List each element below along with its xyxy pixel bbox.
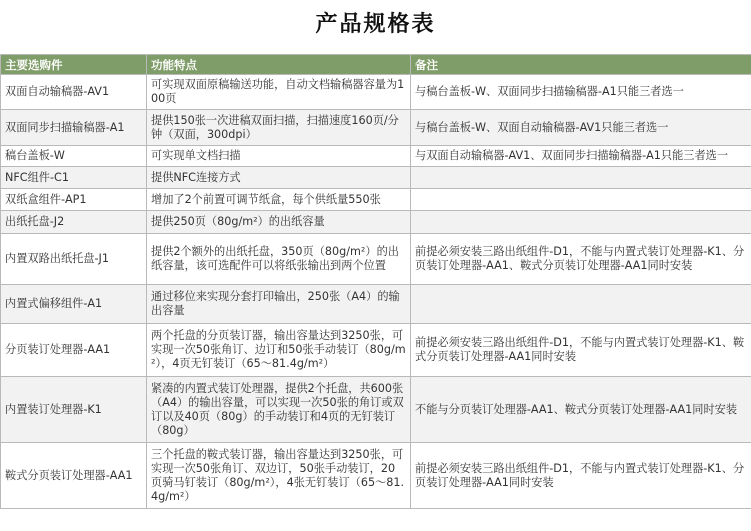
spec-table [0,54,751,509]
column-header-note: 备注 [411,55,751,75]
option-name-cell: 鞍式分页装订处理器-AA1 [1,443,147,509]
column-header-option: 主要选购件 [1,55,147,75]
table-row [1,377,751,443]
option-name-cell: 稿台盖板-W [1,146,147,167]
note-cell [411,189,751,211]
table-header-row [1,55,751,75]
feature-cell: 提供150张一次进稿双面扫描，扫描速度160页/分钟（双面，300dpi） [147,110,411,146]
note-cell [411,167,751,189]
table-row [1,443,751,509]
table-row [1,285,751,324]
note-cell: 前提必须安装三路出纸组件-D1，不能与内置式装订处理器-K1、分页装订处理器-AA1、鞍式分页装订处理器-AA1同时安装 [411,234,751,285]
option-name-cell: NFC组件-C1 [1,167,147,189]
table-row [1,146,751,167]
feature-cell: 通过移位来实现分套打印输出，250张（A4）的输出容量 [147,285,411,324]
column-header-feature: 功能特点 [147,55,411,75]
table-row [1,167,751,189]
note-cell [411,285,751,324]
note-cell: 与稿台盖板-W、双面自动输稿器-AV1只能三者选一 [411,110,751,146]
table-row [1,189,751,211]
note-cell: 前提必须安装三路出纸组件-D1，不能与内置式装订处理器-K1、鞍式分页装订处理器-AA1同时安装 [411,324,751,377]
note-cell [411,211,751,234]
option-name-cell: 出纸托盘-J2 [1,211,147,234]
feature-cell: 紧凑的内置式装订处理器，提供2个托盘，共600张（A4）的输出容量，可以实现一次50张的角订或双订以及40页（80g）的手动装订和4页的无钉装订（80g） [147,377,411,443]
option-name-cell: 内置式偏移组件-A1 [1,285,147,324]
note-cell: 不能与分页装订处理器-AA1、鞍式分页装订处理器-AA1同时安装 [411,377,751,443]
option-name-cell: 内置双路出纸托盘-J1 [1,234,147,285]
note-cell: 前提必须安装三路出纸组件-D1，不能与内置式装订处理器-K1、分页装订处理器-AA1同时安装 [411,443,751,509]
feature-cell: 提供2个额外的出纸托盘，350页（80g/m²）的出纸容量，该可选配件可以将纸张输出到两个位置 [147,234,411,285]
feature-cell: 可实现双面原稿输送功能，自动文档输稿器容量为100页 [147,75,411,110]
table-row [1,211,751,234]
option-name-cell: 双面同步扫描输稿器-A1 [1,110,147,146]
feature-cell: 增加了2个前置可调节纸盒，每个供纸量550张 [147,189,411,211]
feature-cell: 提供250页（80g/m²）的出纸容量 [147,211,411,234]
feature-cell: 可实现单文档扫描 [147,146,411,167]
note-cell: 与双面自动输稿器-AV1、双面同步扫描输稿器-A1只能三者选一 [411,146,751,167]
feature-cell: 三个托盘的鞍式装订器，输出容量达到3250张，可实现一次50张角订、双边订，50张手动装订，20页骑马钉装订（80g/m²），4张无钉装订（65～81.4g/m²） [147,443,411,509]
option-name-cell: 双纸盒组件-AP1 [1,189,147,211]
table-row [1,75,751,110]
table-row [1,110,751,146]
page-title: 产品规格表 [315,12,436,37]
feature-cell: 两个托盘的分页装订器，输出容量达到3250张，可实现一次50张角订、边订和50张手动装订（80g/m²），4页无钉装订（65～81.4g/m²） [147,324,411,377]
option-name-cell: 内置装订处理器-K1 [1,377,147,443]
option-name-cell: 双面自动输稿器-AV1 [1,75,147,110]
table-row [1,324,751,377]
table-row [1,234,751,285]
note-cell: 与稿台盖板-W、双面同步扫描输稿器-A1只能三者选一 [411,75,751,110]
option-name-cell: 分页装订处理器-AA1 [1,324,147,377]
feature-cell: 提供NFC连接方式 [147,167,411,189]
